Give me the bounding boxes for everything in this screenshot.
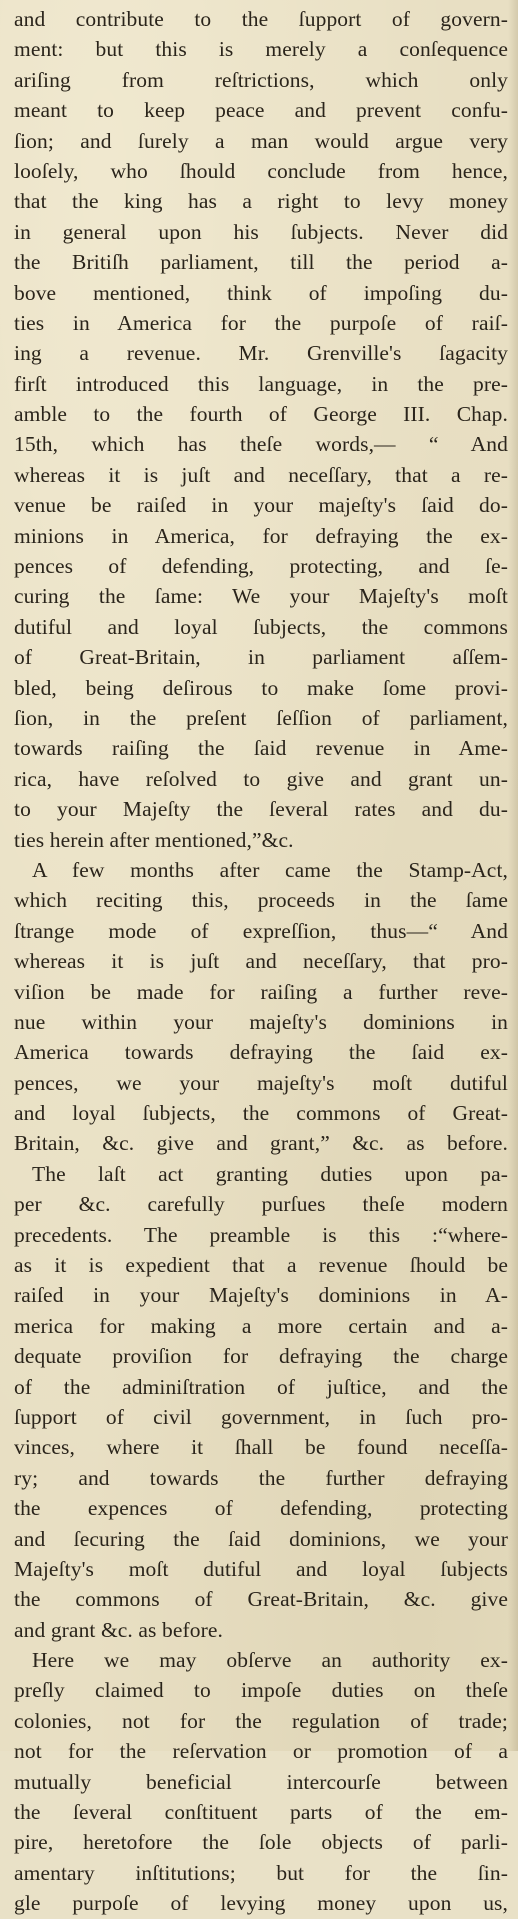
text-line: ſion; and ſurely a man would argue very (14, 128, 508, 153)
text-line: ſupport of civil government, in ſuch pro- (14, 1404, 508, 1429)
text-line: ing a revenue. Mr. Grenville's ſagacity (14, 341, 508, 366)
text-line: gle purpoſe of levying money upon us, (14, 1891, 508, 1916)
text-line: not for the reſervation or promotion of a (14, 1739, 508, 1764)
text-line: preſly claimed to impoſe duties on theſe (14, 1678, 508, 1703)
text-line: viſion be made for raiſing a further reve- (14, 979, 508, 1004)
text-line: and ſecuring the ſaid dominions, we your (14, 1526, 508, 1551)
text-line: bove mentioned, think of impoſing du- (14, 280, 508, 305)
text-line: whereas it is juſt and neceſſary, that pro- (14, 949, 508, 974)
text-line: dequate proviſion for defraying the charge (14, 1344, 508, 1369)
text-line: nue within your majeſty's dominions in (14, 1009, 508, 1034)
text-line: which reciting this, proceeds in the ſame (14, 888, 508, 913)
text-line: precedents. The preamble is this :“where- (14, 1222, 508, 1247)
text-line: of the adminiſtration of juſtice, and the (14, 1374, 508, 1399)
text-line: venue be raiſed in your majeſty's ſaid do- (14, 493, 508, 518)
paragraph-start-line: The laſt act granting duties upon pa- (32, 1161, 508, 1186)
text-line: meant to keep peace and prevent confu- (14, 98, 508, 123)
text-line: 15th, which has theſe words,— “ And (14, 432, 508, 457)
text-line: ry; and towards the further defraying (14, 1465, 508, 1490)
text-line: ment: but this is merely a conſequence (14, 37, 508, 62)
paragraph-start-line: A few months after came the Stamp-Act, (32, 857, 508, 882)
text-line: rica, have reſolved to give and grant un- (14, 766, 508, 791)
text-line: ties in America for the purpoſe of raiſ- (14, 310, 508, 335)
text-line: and contribute to the ſupport of govern- (14, 7, 508, 31)
article-text (14, 4, 508, 1919)
text-line: vinces, where it ſhall be found neceſſa- (14, 1435, 508, 1460)
text-line: firſt introduced this language, in the pre- (14, 371, 508, 396)
text-line: amentary inſtitutions; but for the ſin- (14, 1860, 508, 1885)
text-line: towards raiſing the ſaid revenue in Ame- (14, 736, 508, 761)
text-line: the expences of defending, protecting (14, 1496, 508, 1521)
text-line: pire, heretofore the ſole objects of parli- (14, 1830, 508, 1855)
text-line: the ſeveral conſtituent parts of the em- (14, 1800, 508, 1825)
text-line: Britain, &c. give and grant,” &c. as before. (14, 1131, 508, 1156)
text-line: pences of defending, protecting, and ſe- (14, 554, 508, 579)
text-line: the Britiſh parliament, till the period a- (14, 250, 508, 275)
text-line: and grant &c. as before. (14, 1617, 223, 1642)
text-line: in general upon his ſubjects. Never did (14, 219, 508, 244)
text-line: colonies, not for the regulation of trade; (14, 1708, 508, 1733)
text-line: whereas it is juſt and neceſſary, that a re- (14, 462, 508, 487)
text-line: amble to the fourth of George III. Chap. (14, 402, 508, 427)
text-line: merica for making a more certain and a- (14, 1313, 508, 1338)
text-line: curing the ſame: We your Majeſty's moſt (14, 584, 508, 609)
text-line: raiſed in your Majeſty's dominions in A- (14, 1283, 508, 1308)
text-line: that the king has a right to levy money (14, 189, 508, 214)
text-line: Majeſty's moſt dutiful and loyal ſubjects (14, 1556, 508, 1581)
text-line: mutually beneficial intercourſe between (14, 1769, 508, 1794)
text-line: to your Majeſty the ſeveral rates and du- (14, 797, 508, 822)
text-line: minions in America, for defraying the ex- (14, 523, 508, 548)
text-line: looſely, who ſhould conclude from hence, (14, 158, 508, 183)
text-line: ſion, in the preſent ſeſſion of parliament, (14, 705, 508, 730)
text-line: dutiful and loyal ſubjects, the commons (14, 614, 508, 639)
text-line: ariſing from reſtrictions, which only (14, 67, 508, 92)
text-line: and loyal ſubjects, the commons of Great- (14, 1101, 508, 1126)
text-line: bled, being deſirous to make ſome provi- (14, 675, 508, 700)
text-line: pences, we your majeſty's moſt dutiful (14, 1070, 508, 1095)
text-line: America towards defraying the ſaid ex- (14, 1040, 508, 1065)
text-line: as it is expedient that a revenue ſhould be (14, 1253, 508, 1278)
text-line: ſtrange mode of expreſſion, thus—“ And (14, 918, 508, 943)
text-line: ties herein after mentioned,”&c. (14, 827, 294, 852)
paragraph-start-line: Here we may obſerve an authority ex- (32, 1648, 508, 1673)
page-edge-shadow (508, 0, 518, 1751)
text-line: of Great-Britain, in parliament aſſem- (14, 645, 508, 670)
text-line: the commons of Great-Britain, &c. give (14, 1587, 508, 1612)
text-line: per &c. carefully purſues theſe modern (14, 1192, 508, 1217)
